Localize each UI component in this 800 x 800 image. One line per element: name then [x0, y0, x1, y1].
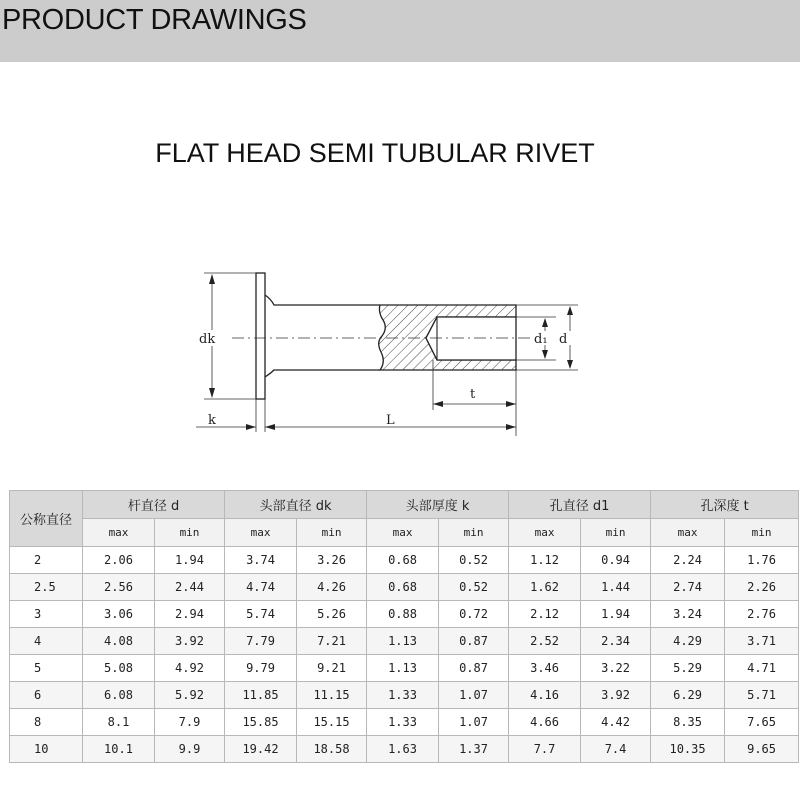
value-cell: 11.85	[225, 682, 297, 709]
value-cell: 2.12	[509, 601, 581, 628]
value-cell: 1.33	[367, 682, 439, 709]
value-cell: 5.71	[725, 682, 799, 709]
value-cell: 1.76	[725, 547, 799, 574]
value-cell: 7.65	[725, 709, 799, 736]
value-cell: 11.15	[297, 682, 367, 709]
table-row	[10, 547, 799, 574]
rivet-head	[256, 273, 265, 399]
rivet-hole	[426, 317, 516, 360]
value-cell: 9.65	[725, 736, 799, 763]
subheader-max: max	[225, 519, 297, 547]
value-cell: 1.94	[155, 547, 225, 574]
value-cell: 1.94	[581, 601, 651, 628]
group-header: 孔深度 t	[651, 491, 799, 519]
drawing-title: FLAT HEAD SEMI TUBULAR RIVET	[155, 138, 595, 168]
value-cell: 9.9	[155, 736, 225, 763]
value-cell: 0.94	[581, 547, 651, 574]
table-row	[10, 709, 799, 736]
subheader-min: min	[297, 519, 367, 547]
value-cell: 5.26	[297, 601, 367, 628]
table-header-row	[10, 491, 799, 519]
value-cell: 0.72	[439, 601, 509, 628]
value-cell: 0.52	[439, 574, 509, 601]
value-cell: 1.37	[439, 736, 509, 763]
value-cell: 1.13	[367, 655, 439, 682]
value-cell: 6.08	[83, 682, 155, 709]
value-cell: 4.16	[509, 682, 581, 709]
value-cell: 2.94	[155, 601, 225, 628]
value-cell: 8.1	[83, 709, 155, 736]
table-row	[10, 601, 799, 628]
value-cell: 7.21	[297, 628, 367, 655]
table-subheader-row	[10, 519, 799, 547]
subheader-min: min	[581, 519, 651, 547]
value-cell: 3.24	[651, 601, 725, 628]
value-cell: 18.58	[297, 736, 367, 763]
table-row	[10, 682, 799, 709]
value-cell: 0.68	[367, 574, 439, 601]
k-label: k	[208, 413, 216, 428]
value-cell: 3.46	[509, 655, 581, 682]
value-cell: 6.29	[651, 682, 725, 709]
value-cell: 0.68	[367, 547, 439, 574]
subheader-max: max	[83, 519, 155, 547]
value-cell: 4.66	[509, 709, 581, 736]
nominal-diameter-cell: 8	[10, 709, 83, 736]
value-cell: 5.08	[83, 655, 155, 682]
value-cell: 15.15	[297, 709, 367, 736]
nominal-diameter-cell: 2.5	[10, 574, 83, 601]
table-row	[10, 628, 799, 655]
value-cell: 0.87	[439, 628, 509, 655]
nominal-diameter-cell: 10	[10, 736, 83, 763]
value-cell: 1.07	[439, 682, 509, 709]
L-label: L	[386, 413, 395, 428]
value-cell: 2.06	[83, 547, 155, 574]
nominal-diameter-cell: 6	[10, 682, 83, 709]
subheader-min: min	[439, 519, 509, 547]
value-cell: 3.92	[155, 628, 225, 655]
value-cell: 2.24	[651, 547, 725, 574]
value-cell: 4.74	[225, 574, 297, 601]
value-cell: 19.42	[225, 736, 297, 763]
value-cell: 10.35	[651, 736, 725, 763]
value-cell: 2.52	[509, 628, 581, 655]
value-cell: 3.92	[581, 682, 651, 709]
value-cell: 2.34	[581, 628, 651, 655]
subheader-max: max	[651, 519, 725, 547]
value-cell: 9.79	[225, 655, 297, 682]
table-row	[10, 736, 799, 763]
d-label: d	[559, 332, 568, 347]
group-header: 头部厚度 k	[367, 491, 509, 519]
group-header: 杆直径 d	[83, 491, 225, 519]
value-cell: 4.26	[297, 574, 367, 601]
nominal-diameter-cell: 5	[10, 655, 83, 682]
nominal-diameter-cell: 4	[10, 628, 83, 655]
value-cell: 4.29	[651, 628, 725, 655]
table-row	[10, 655, 799, 682]
subheader-max: max	[509, 519, 581, 547]
value-cell: 2.74	[651, 574, 725, 601]
table-row	[10, 574, 799, 601]
nominal-diameter-cell: 2	[10, 547, 83, 574]
value-cell: 15.85	[225, 709, 297, 736]
value-cell: 0.52	[439, 547, 509, 574]
table-body	[10, 547, 799, 763]
group-header: 头部直径 dk	[225, 491, 367, 519]
value-cell: 3.06	[83, 601, 155, 628]
value-cell: 1.07	[439, 709, 509, 736]
value-cell: 2.26	[725, 574, 799, 601]
value-cell: 7.4	[581, 736, 651, 763]
value-cell: 2.44	[155, 574, 225, 601]
value-cell: 7.79	[225, 628, 297, 655]
nominal-diameter-cell: 3	[10, 601, 83, 628]
value-cell: 4.42	[581, 709, 651, 736]
subheader-max: max	[367, 519, 439, 547]
value-cell: 5.29	[651, 655, 725, 682]
value-cell: 3.22	[581, 655, 651, 682]
value-cell: 5.74	[225, 601, 297, 628]
value-cell: 3.71	[725, 628, 799, 655]
value-cell: 1.33	[367, 709, 439, 736]
subheader-min: min	[155, 519, 225, 547]
value-cell: 10.1	[83, 736, 155, 763]
rivet-shank	[265, 295, 380, 377]
value-cell: 3.74	[225, 547, 297, 574]
value-cell: 0.87	[439, 655, 509, 682]
value-cell: 2.56	[83, 574, 155, 601]
value-cell: 8.35	[651, 709, 725, 736]
value-cell: 4.92	[155, 655, 225, 682]
value-cell: 4.08	[83, 628, 155, 655]
subheader-min: min	[725, 519, 799, 547]
value-cell: 3.26	[297, 547, 367, 574]
d1-label: d₁	[534, 332, 548, 347]
dk-label: dk	[199, 332, 216, 347]
value-cell: 9.21	[297, 655, 367, 682]
spec-table	[9, 490, 799, 763]
value-cell: 1.13	[367, 628, 439, 655]
page-title: PRODUCT DRAWINGS	[2, 4, 307, 36]
value-cell: 4.71	[725, 655, 799, 682]
value-cell: 7.7	[509, 736, 581, 763]
value-cell: 1.62	[509, 574, 581, 601]
value-cell: 7.9	[155, 709, 225, 736]
group-header: 孔直径 d1	[509, 491, 651, 519]
value-cell: 5.92	[155, 682, 225, 709]
value-cell: 1.44	[581, 574, 651, 601]
value-cell: 2.76	[725, 601, 799, 628]
value-cell: 0.88	[367, 601, 439, 628]
value-cell: 1.12	[509, 547, 581, 574]
t-label: t	[470, 387, 476, 402]
value-cell: 1.63	[367, 736, 439, 763]
nominal-header: 公称直径	[10, 491, 83, 547]
